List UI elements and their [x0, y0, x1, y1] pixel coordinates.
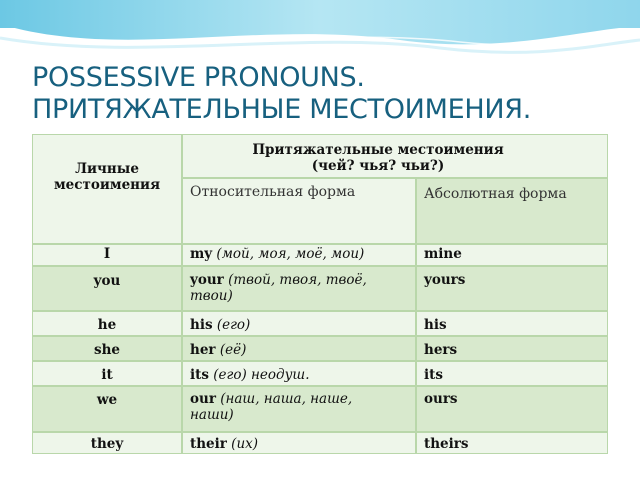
- absolute-form: his: [424, 317, 447, 333]
- relative-form: your (твой, твоя, твоё, твои): [190, 272, 367, 304]
- absolute-form: mine: [424, 246, 462, 262]
- header-personal-label: Личные местоимения: [53, 161, 161, 193]
- personal-pronoun: you: [93, 273, 121, 289]
- header-absolute-label: Абсолютная форма: [424, 186, 567, 202]
- absolute-form: theirs: [424, 436, 469, 452]
- relative-form: her (её): [190, 342, 247, 358]
- table-row: [416, 361, 608, 386]
- absolute-form: hers: [424, 342, 458, 358]
- title-line-english: POSSESSIVE PRONOUNS.: [32, 62, 365, 93]
- relative-form: my (мой, моя, моё, мои): [190, 246, 365, 262]
- relative-form: its (его) неодуш.: [190, 367, 310, 383]
- personal-pronoun: he: [97, 317, 117, 333]
- header-relative-label: Относительная форма: [190, 184, 356, 200]
- personal-pronoun: they: [90, 436, 124, 452]
- header-wave-decoration: [0, 0, 640, 70]
- absolute-form: its: [424, 367, 443, 383]
- relative-form: their (их): [190, 436, 259, 452]
- header-possessive-label: Притяжательные местоимения (чей? чья? чьи?): [252, 142, 504, 174]
- personal-pronoun: she: [93, 342, 120, 358]
- absolute-form: ours: [424, 391, 458, 407]
- personal-pronoun: it: [101, 367, 113, 383]
- title-line-russian: ПРИТЯЖАТЕЛЬНЫЕ МЕСТОИМЕНИЯ.: [32, 94, 531, 125]
- personal-pronoun: we: [96, 392, 118, 408]
- relative-form: his (его): [190, 317, 251, 333]
- page-title: [32, 62, 622, 126]
- absolute-form: yours: [424, 272, 466, 288]
- relative-form: our (наш, наша, наше, наши): [190, 391, 353, 423]
- personal-pronoun: I: [103, 246, 111, 262]
